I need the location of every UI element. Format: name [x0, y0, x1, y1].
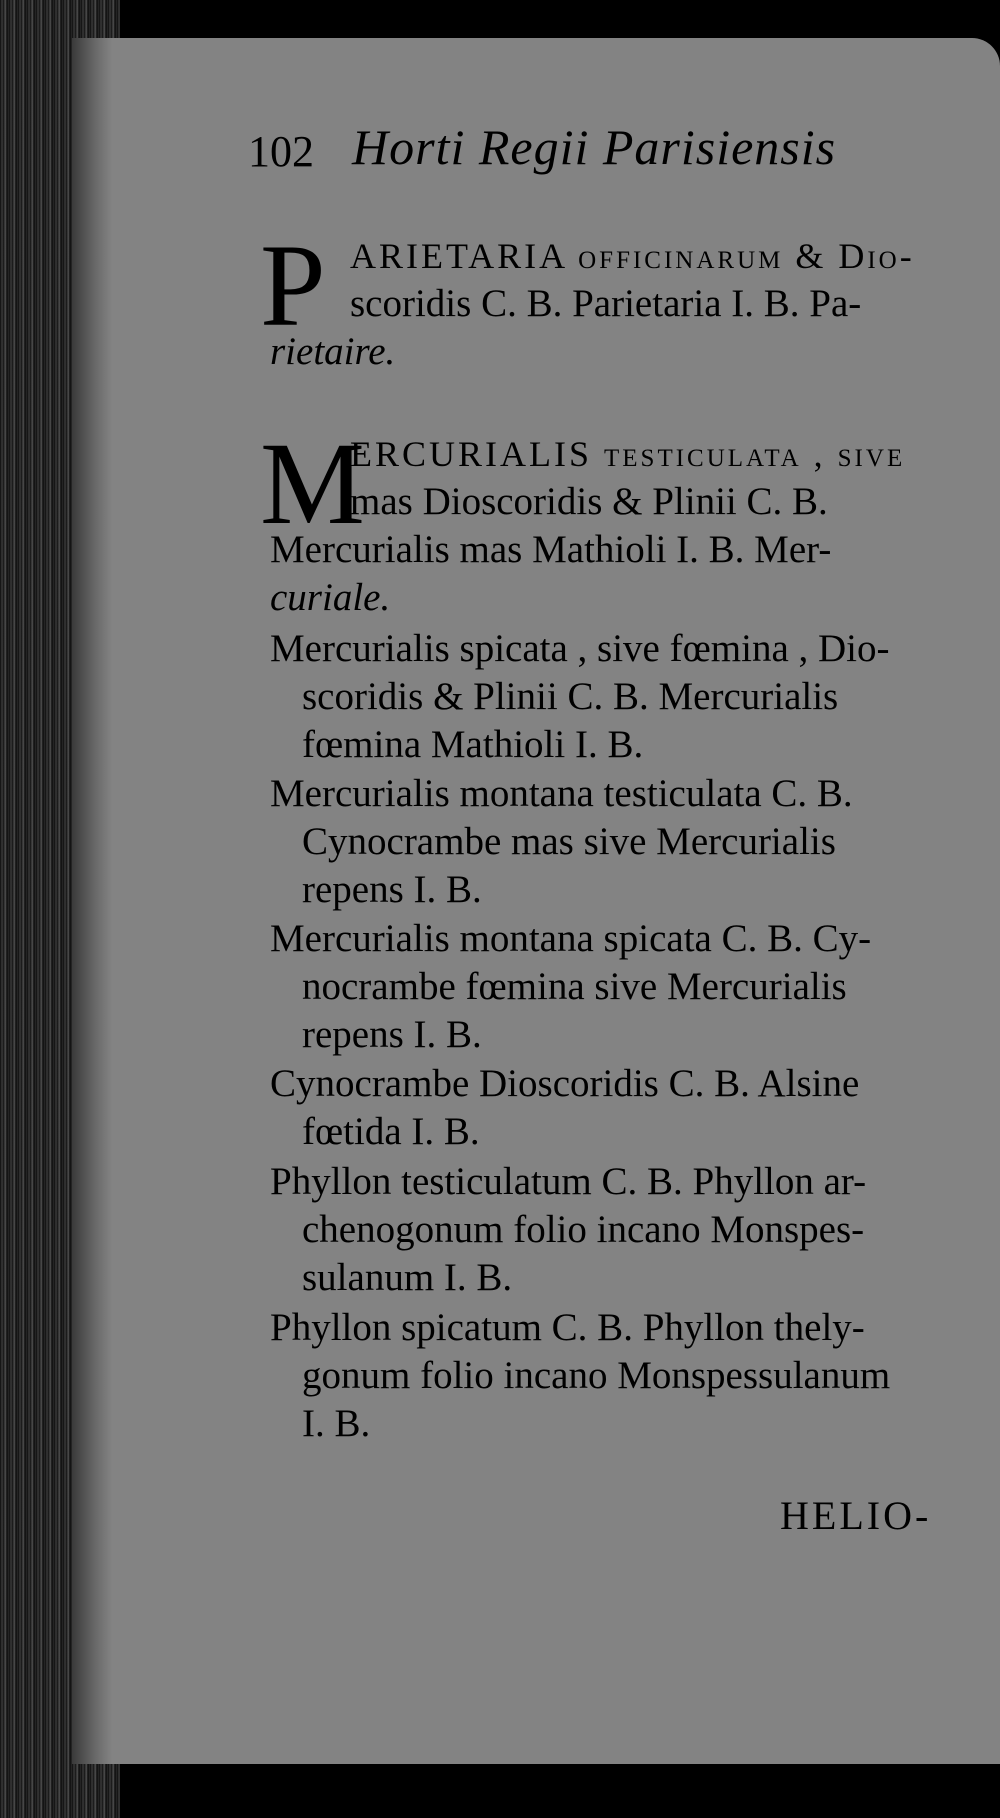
drop-cap: P — [260, 220, 326, 351]
entry-line: sulanum I. B. — [302, 1256, 513, 1299]
entry-line: mas Dioscoridis & Plinii C. B. — [350, 480, 828, 523]
entry-line: Mercurialis montana spicata C. B. Cy- — [270, 917, 872, 960]
drop-cap: M — [260, 418, 365, 549]
entry-mercurialis-spicata — [270, 625, 920, 769]
entry-cynocrambe — [270, 1060, 920, 1156]
page-gutter-shadow — [72, 38, 112, 1764]
entry-line: repens I. B. — [302, 1013, 482, 1056]
entry-line: Phyllon testiculatum C. B. Phyllon ar- — [270, 1160, 867, 1203]
entry-line: Mercurialis mas Mathioli I. B. Mer- — [270, 528, 832, 571]
catchword: HELIO- — [780, 1493, 932, 1538]
entry-line: gonum folio incano Monspessulanum — [302, 1354, 891, 1397]
entry-line: repens I. B. — [302, 868, 482, 911]
page-number: 102 — [248, 127, 314, 176]
page-header — [248, 118, 948, 178]
entry-line: scoridis & Plinii C. B. Mercurialis — [302, 675, 839, 718]
entry-phyllon-testiculatum — [270, 1158, 920, 1302]
entry-line: Cynocrambe mas sive Mercurialis — [302, 820, 836, 863]
entry-line: fœtida I. B. — [302, 1110, 480, 1153]
entry-line: nocrambe fœmina sive Mercurialis — [302, 965, 847, 1008]
entry-line: Mercurialis spicata , sive fœmina , Dio- — [270, 627, 890, 670]
entry-line: Phyllon spicatum C. B. Phyllon thely- — [270, 1306, 865, 1349]
entry-mercurialis-testiculata — [260, 418, 920, 622]
entry-line: ARIETARIA officinarum & Dio- — [350, 236, 915, 276]
entry-line: chenogonum folio incano Monspes- — [302, 1208, 865, 1251]
entry-mercurialis-montana — [270, 770, 920, 914]
entry-line: ERCURIALIS testiculata , sive — [350, 434, 906, 474]
entry-phyllon-spicatum — [270, 1304, 920, 1448]
entry-parietaria — [260, 220, 920, 376]
entry-line: curiale. — [270, 576, 391, 619]
entry-line: Mercurialis montana testiculata C. B. — [270, 772, 853, 815]
entry-line: scoridis C. B. Parietaria I. B. Pa- — [350, 282, 862, 325]
entry-line: rietaire. — [270, 330, 396, 373]
entry-line: fœmina Mathioli I. B. — [302, 723, 644, 766]
entry-line: I. B. — [302, 1402, 371, 1445]
running-title: Horti Regii Parisiensis — [352, 119, 837, 175]
entry-line: Cynocrambe Dioscoridis C. B. Alsine — [270, 1062, 860, 1105]
entry-mercurialis-montana-spicata — [270, 915, 920, 1059]
